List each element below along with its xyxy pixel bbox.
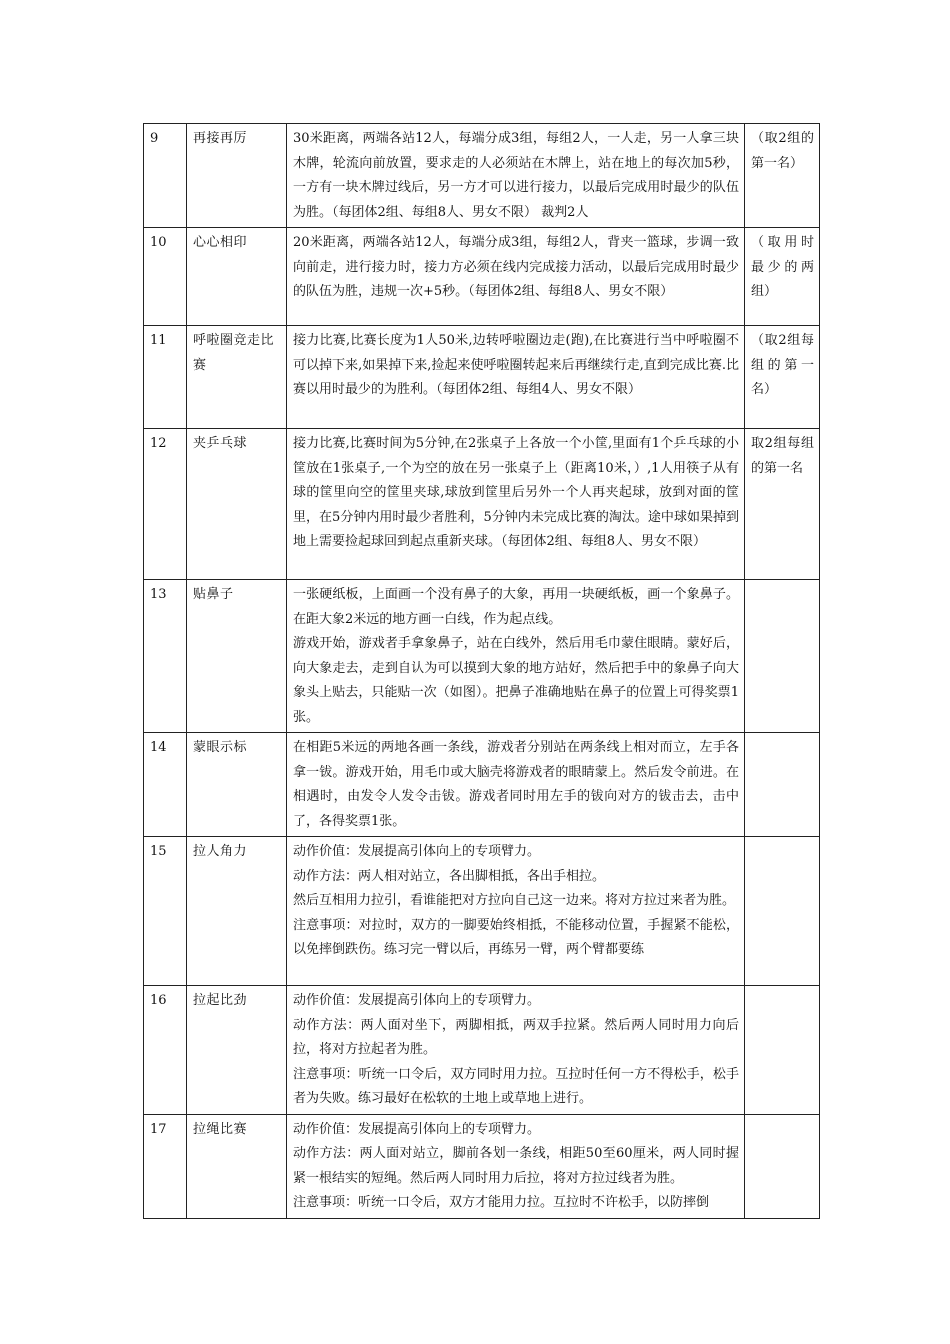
row-number: 11	[144, 326, 187, 429]
game-description	[287, 429, 745, 580]
game-description	[287, 986, 745, 1115]
row-number: 9	[144, 124, 187, 228]
table-row	[144, 124, 820, 228]
row-number: 16	[144, 986, 187, 1115]
row-number: 10	[144, 228, 187, 326]
row-number: 17	[144, 1114, 187, 1218]
row-number: 14	[144, 733, 187, 837]
row-number: 15	[144, 837, 187, 986]
game-description	[287, 1114, 745, 1218]
award-note	[745, 986, 820, 1115]
game-description	[287, 326, 745, 429]
award-note	[745, 837, 820, 986]
game-name: 再接再厉	[187, 124, 287, 228]
description-paragraph: 20米距离，两端各站12人，每端分成3组，每组2人，背夹一篮球，步调一致向前走，进行接力时，接力方必须在线内完成接力活动，以最后完成用时最少的队伍为胜，违规一次+5秒。（每团体2组、每组8人、男女不限）	[293, 235, 739, 299]
rules-table	[143, 123, 820, 1219]
game-name: 拉起比劲	[187, 986, 287, 1115]
description-paragraph: 动作价值：发展提高引体向上的专项臂力。	[293, 993, 541, 1008]
table-row	[144, 580, 820, 733]
description-paragraph: 游戏开始，游戏者手拿象鼻子，站在白线外，然后用毛巾蒙住眼睛。蒙好后，向大象走去，走到自认为可以摸到大象的地方站好，然后把手中的象鼻子向大象头上贴去，只能贴一次（如图）。把鼻子准确地贴在鼻子的位置上可得奖票1张。	[293, 636, 739, 725]
description-paragraph: 一张硬纸板，上面画一个没有鼻子的大象，再用一块硬纸板，画一个象鼻子。在距大象2米远的地方画一白线，作为起点线。	[293, 587, 739, 627]
game-description	[287, 837, 745, 986]
game-name: 呼啦圈竞走比赛	[187, 326, 287, 429]
row-number: 12	[144, 429, 187, 580]
award-note: （取2组的第一名）	[745, 124, 820, 228]
description-paragraph: 动作方法：两人相对站立，各出脚相抵，各出手相拉。	[293, 868, 606, 884]
table-row	[144, 733, 820, 837]
game-name: 蒙眼示标	[187, 733, 287, 837]
table-row	[144, 837, 820, 986]
game-name: 拉人角力	[187, 837, 287, 986]
description-paragraph: 然后互相用力拉引，看谁能把对方拉向自己这一边来。将对方拉过来者为胜。	[293, 893, 736, 908]
game-name: 贴鼻子	[187, 580, 287, 733]
table-row	[144, 429, 820, 580]
game-name: 心心相印	[187, 228, 287, 326]
row-number: 13	[144, 580, 187, 733]
description-paragraph: 接力比赛,比赛长度为1人50米,边转呼啦圈边走(跑),在比赛进行当中呼啦圈不可以掉下来,如果掉下来,捡起来使呼啦圈转起来后再继续行走,直到完成比赛.比赛以用时最少的为胜利。（每团体2组、每组4人、男女不限）	[293, 333, 739, 397]
description-paragraph: 接力比赛,比赛时间为5分钟,在2张桌子上各放一个小筐,里面有1个乒乓球的小筐放在1张桌子,一个为空的放在另一张桌子上（距离10米，）,1人用筷子从有球的筐里向空的筐里夹球,球放到筐里后另外一个人再夹起球，放到对面的筐里，在5分钟内用时最少者胜利，5分钟内未完成比赛的淘汰。途中球如果掉到地上需要捡起球回到起点重新夹球。（每团体2组、每组8人、男女不限）	[293, 436, 739, 549]
description-paragraph: 动作价值：发展提高引体向上的专项臂力。	[293, 1121, 541, 1137]
award-note: （取2组每组的第一名）	[745, 326, 820, 429]
table-row	[144, 986, 820, 1115]
description-paragraph: 在相距5米远的两地各画一条线，游戏者分别站在两条线上相对而立，左手各拿一钹。游戏开始，用毛巾或大脑壳将游戏者的眼睛蒙上。然后发令前进。在相遇时，由发令人发令击钹。游戏者同时用左手的钹向对方的钹击去，击中了，各得奖票1张。	[293, 740, 739, 829]
award-note: （取用时最少的两组）	[745, 228, 820, 326]
description-paragraph: 30米距离，两端各站12人，每端分成3组，每组2人，一人走，另一人拿三块木牌，轮流向前放置，要求走的人必须站在木牌上，站在地上的每次加5秒，一方有一块木牌过线后，另一方才可以进行接力，以最后完成用时最少的队伍为胜。（每团体2组、每组8人、男女不限） 裁判2人	[293, 131, 739, 220]
table-row	[144, 1114, 820, 1218]
game-description	[287, 733, 745, 837]
award-note	[745, 1114, 820, 1218]
table-row	[144, 228, 820, 326]
description-paragraph: 注意事项：听统一口令后，双方同时用力拉。互拉时任何一方不得松手，松手者为失败。练习最好在松软的土地上或草地上进行。	[293, 1066, 739, 1106]
award-note	[745, 733, 820, 837]
description-paragraph: 动作价值：发展提高引体向上的专项臂力。	[293, 844, 541, 859]
description-paragraph: 动作方法：两人面对坐下，两脚相抵，两双手拉紧。然后两人同时用力向后拉，将对方拉起者为胜。	[293, 1017, 739, 1057]
game-description	[287, 228, 745, 326]
award-note	[745, 580, 820, 733]
game-name: 夹乒乓球	[187, 429, 287, 580]
description-paragraph: 注意事项：听统一口令后，双方才能用力拉。互拉时不许松手，以防摔倒	[293, 1195, 710, 1210]
award-note: 取2组每组的第一名	[745, 429, 820, 580]
description-paragraph: 动作方法：两人面对站立，脚前各划一条线，相距50至60厘米，两人同时握紧一根结实的短绳。然后两人同时用力后拉，将对方拉过线者为胜。	[293, 1146, 739, 1186]
rules-table-body	[144, 124, 820, 1219]
game-description	[287, 124, 745, 228]
game-name: 拉绳比赛	[187, 1114, 287, 1218]
game-description	[287, 580, 745, 733]
table-row	[144, 326, 820, 429]
description-paragraph: 注意事项：对拉时，双方的一脚要始终相抵，不能移动位置，手握紧不能松，以免摔倒跌伤。练习完一臂以后，再练另一臂，两个臂都要练	[293, 917, 739, 957]
